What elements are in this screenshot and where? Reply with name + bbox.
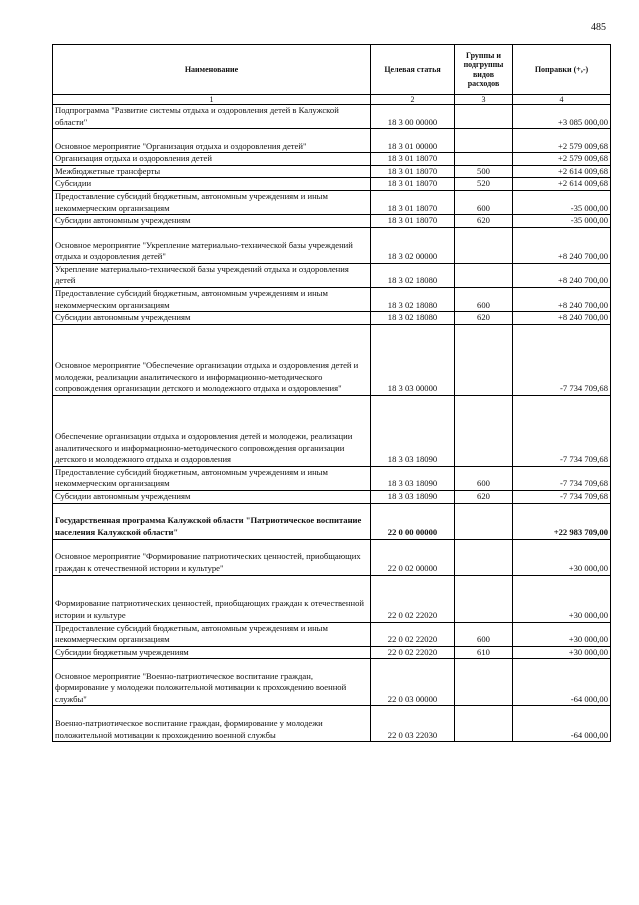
- row-amendment: +30 000,00: [513, 622, 611, 646]
- row-target-code: 18 3 01 18070: [371, 153, 455, 166]
- table-row: [53, 646, 611, 659]
- row-amendment: -7 734 709,68: [513, 324, 611, 395]
- column-number: 1: [53, 95, 371, 105]
- table-row: [53, 490, 611, 503]
- row-name: Субсидии автономным учреждениям: [53, 215, 371, 228]
- row-target-code: 18 3 02 18080: [371, 287, 455, 311]
- row-expense-group: [455, 324, 513, 395]
- row-amendment: +8 240 700,00: [513, 287, 611, 311]
- row-expense-group: 520: [455, 178, 513, 191]
- row-target-code: 22 0 02 00000: [371, 539, 455, 575]
- row-amendment: -7 734 709,68: [513, 466, 611, 490]
- row-expense-group: 610: [455, 646, 513, 659]
- row-target-code: 18 3 01 18070: [371, 215, 455, 228]
- row-target-code: 22 0 03 00000: [371, 659, 455, 706]
- row-name: Военно-патриотическое воспитание граждан, формирование у молодежи положительной мотивации к прохождению военной службы: [53, 706, 371, 742]
- row-target-code: 18 3 02 00000: [371, 227, 455, 263]
- table-row: [53, 129, 611, 153]
- budget-amendments-table: [52, 44, 611, 742]
- row-expense-group: [455, 105, 513, 129]
- row-amendment: +8 240 700,00: [513, 227, 611, 263]
- row-target-code: 18 3 03 18090: [371, 466, 455, 490]
- row-target-code: 18 3 01 18070: [371, 178, 455, 191]
- row-expense-group: 600: [455, 190, 513, 214]
- table-row: [53, 215, 611, 228]
- row-expense-group: [455, 539, 513, 575]
- row-target-code: 18 3 03 18090: [371, 490, 455, 503]
- table-row: [53, 466, 611, 490]
- row-expense-group: 600: [455, 622, 513, 646]
- row-name: Подпрограмма "Развитие системы отдыха и оздоровления детей в Калужской области": [53, 105, 371, 129]
- table-row: [53, 263, 611, 287]
- row-name: Субсидии автономным учреждениям: [53, 312, 371, 325]
- row-expense-group: [455, 575, 513, 622]
- row-amendment: +2 614 009,68: [513, 178, 611, 191]
- row-target-code: 22 0 02 22020: [371, 622, 455, 646]
- table-row: [53, 227, 611, 263]
- row-name: Субсидии бюджетным учреждениям: [53, 646, 371, 659]
- table-row: [53, 539, 611, 575]
- row-expense-group: [455, 706, 513, 742]
- row-name: Организация отдыха и оздоровления детей: [53, 153, 371, 166]
- row-amendment: +30 000,00: [513, 539, 611, 575]
- row-amendment: +2 614 009,68: [513, 165, 611, 178]
- table-body: [53, 105, 611, 742]
- row-amendment: -7 734 709,68: [513, 395, 611, 466]
- row-name: Субсидии: [53, 178, 371, 191]
- table-row: [53, 575, 611, 622]
- row-name: Предоставление субсидий бюджетным, автономным учреждениям и иным некоммерческим организациям: [53, 466, 371, 490]
- row-amendment: +2 579 009,68: [513, 129, 611, 153]
- row-expense-group: 620: [455, 312, 513, 325]
- table-row: [53, 503, 611, 539]
- header-target: Целевая статья: [371, 45, 455, 95]
- row-expense-group: 620: [455, 490, 513, 503]
- row-expense-group: 500: [455, 165, 513, 178]
- column-number: 4: [513, 95, 611, 105]
- table-header-row: [53, 45, 611, 95]
- row-name: Предоставление субсидий бюджетным, автономным учреждениям и иным некоммерческим организациям: [53, 622, 371, 646]
- table-row: [53, 178, 611, 191]
- row-target-code: 18 3 00 00000: [371, 105, 455, 129]
- row-name: Основное мероприятие "Формирование патриотических ценностей, приобщающих граждан к отечественной истории и культуре": [53, 539, 371, 575]
- row-amendment: +8 240 700,00: [513, 263, 611, 287]
- row-name: Субсидии автономным учреждениям: [53, 490, 371, 503]
- row-expense-group: [455, 659, 513, 706]
- row-name: Межбюджетные трансферты: [53, 165, 371, 178]
- table-row: [53, 659, 611, 706]
- row-target-code: 18 3 03 18090: [371, 395, 455, 466]
- row-amendment: +30 000,00: [513, 646, 611, 659]
- table-row: [53, 105, 611, 129]
- row-expense-group: [455, 503, 513, 539]
- table-row: [53, 324, 611, 395]
- row-amendment: +8 240 700,00: [513, 312, 611, 325]
- row-name: Формирование патриотических ценностей, приобщающих граждан к отечественной истории и культуре: [53, 575, 371, 622]
- row-expense-group: [455, 153, 513, 166]
- header-amendment: Поправки (+,-): [513, 45, 611, 95]
- table-row: [53, 165, 611, 178]
- row-expense-group: [455, 227, 513, 263]
- row-target-code: 18 3 01 18070: [371, 165, 455, 178]
- row-name: Обеспечение организации отдыха и оздоровления детей и молодежи, реализации аналитического и информационно-методического сопровождения организации детского и молодежного отдыха и оздоровления: [53, 395, 371, 466]
- row-target-code: 22 0 03 22030: [371, 706, 455, 742]
- row-expense-group: [455, 263, 513, 287]
- row-target-code: 18 3 02 18080: [371, 312, 455, 325]
- row-amendment: +22 983 709,00: [513, 503, 611, 539]
- table-row: [53, 312, 611, 325]
- table-row: [53, 706, 611, 742]
- row-expense-group: [455, 395, 513, 466]
- row-target-code: 22 0 00 00000: [371, 503, 455, 539]
- row-amendment: -64 000,00: [513, 706, 611, 742]
- row-amendment: +3 085 000,00: [513, 105, 611, 129]
- row-target-code: 18 3 03 00000: [371, 324, 455, 395]
- row-amendment: -64 000,00: [513, 659, 611, 706]
- row-name: Государственная программа Калужской области "Патриотическое воспитание населения Калужской области": [53, 503, 371, 539]
- row-amendment: +2 579 009,68: [513, 153, 611, 166]
- table-row: [53, 395, 611, 466]
- header-group: Группы и подгруппы видов расходов: [455, 45, 513, 95]
- row-expense-group: [455, 129, 513, 153]
- column-number: 2: [371, 95, 455, 105]
- table-row: [53, 622, 611, 646]
- page-number: 485: [591, 22, 606, 33]
- row-expense-group: 600: [455, 466, 513, 490]
- row-amendment: -35 000,00: [513, 190, 611, 214]
- column-number: 3: [455, 95, 513, 105]
- row-name: Основное мероприятие "Военно-патриотическое воспитание граждан, формирование у молодежи положительной мотивации к прохождению военной службы": [53, 659, 371, 706]
- row-amendment: -35 000,00: [513, 215, 611, 228]
- row-name: Предоставление субсидий бюджетным, автономным учреждениям и иным некоммерческим организациям: [53, 287, 371, 311]
- row-expense-group: 600: [455, 287, 513, 311]
- row-name: Основное мероприятие "Обеспечение организации отдыха и оздоровления детей и молодежи, реализации аналитического и информационно-методического сопровождения организации детского и молодежного отдыха и оздоровления": [53, 324, 371, 395]
- table-row: [53, 287, 611, 311]
- table-row: [53, 190, 611, 214]
- row-amendment: +30 000,00: [513, 575, 611, 622]
- row-target-code: 18 3 02 18080: [371, 263, 455, 287]
- row-amendment: -7 734 709,68: [513, 490, 611, 503]
- row-target-code: 22 0 02 22020: [371, 575, 455, 622]
- row-expense-group: 620: [455, 215, 513, 228]
- row-name: Основное мероприятие "Организация отдыха и оздоровления детей": [53, 129, 371, 153]
- row-target-code: 18 3 01 18070: [371, 190, 455, 214]
- table-row: [53, 153, 611, 166]
- row-name: Основное мероприятие "Укрепление материально-технической базы учреждений отдыха и оздоровления детей": [53, 227, 371, 263]
- row-name: Укрепление материально-технической базы учреждений отдыха и оздоровления детей: [53, 263, 371, 287]
- header-name: Наименование: [53, 45, 371, 95]
- row-target-code: 18 3 01 00000: [371, 129, 455, 153]
- row-name: Предоставление субсидий бюджетным, автономным учреждениям и иным некоммерческим организациям: [53, 190, 371, 214]
- column-number-row: [53, 95, 611, 105]
- row-target-code: 22 0 02 22020: [371, 646, 455, 659]
